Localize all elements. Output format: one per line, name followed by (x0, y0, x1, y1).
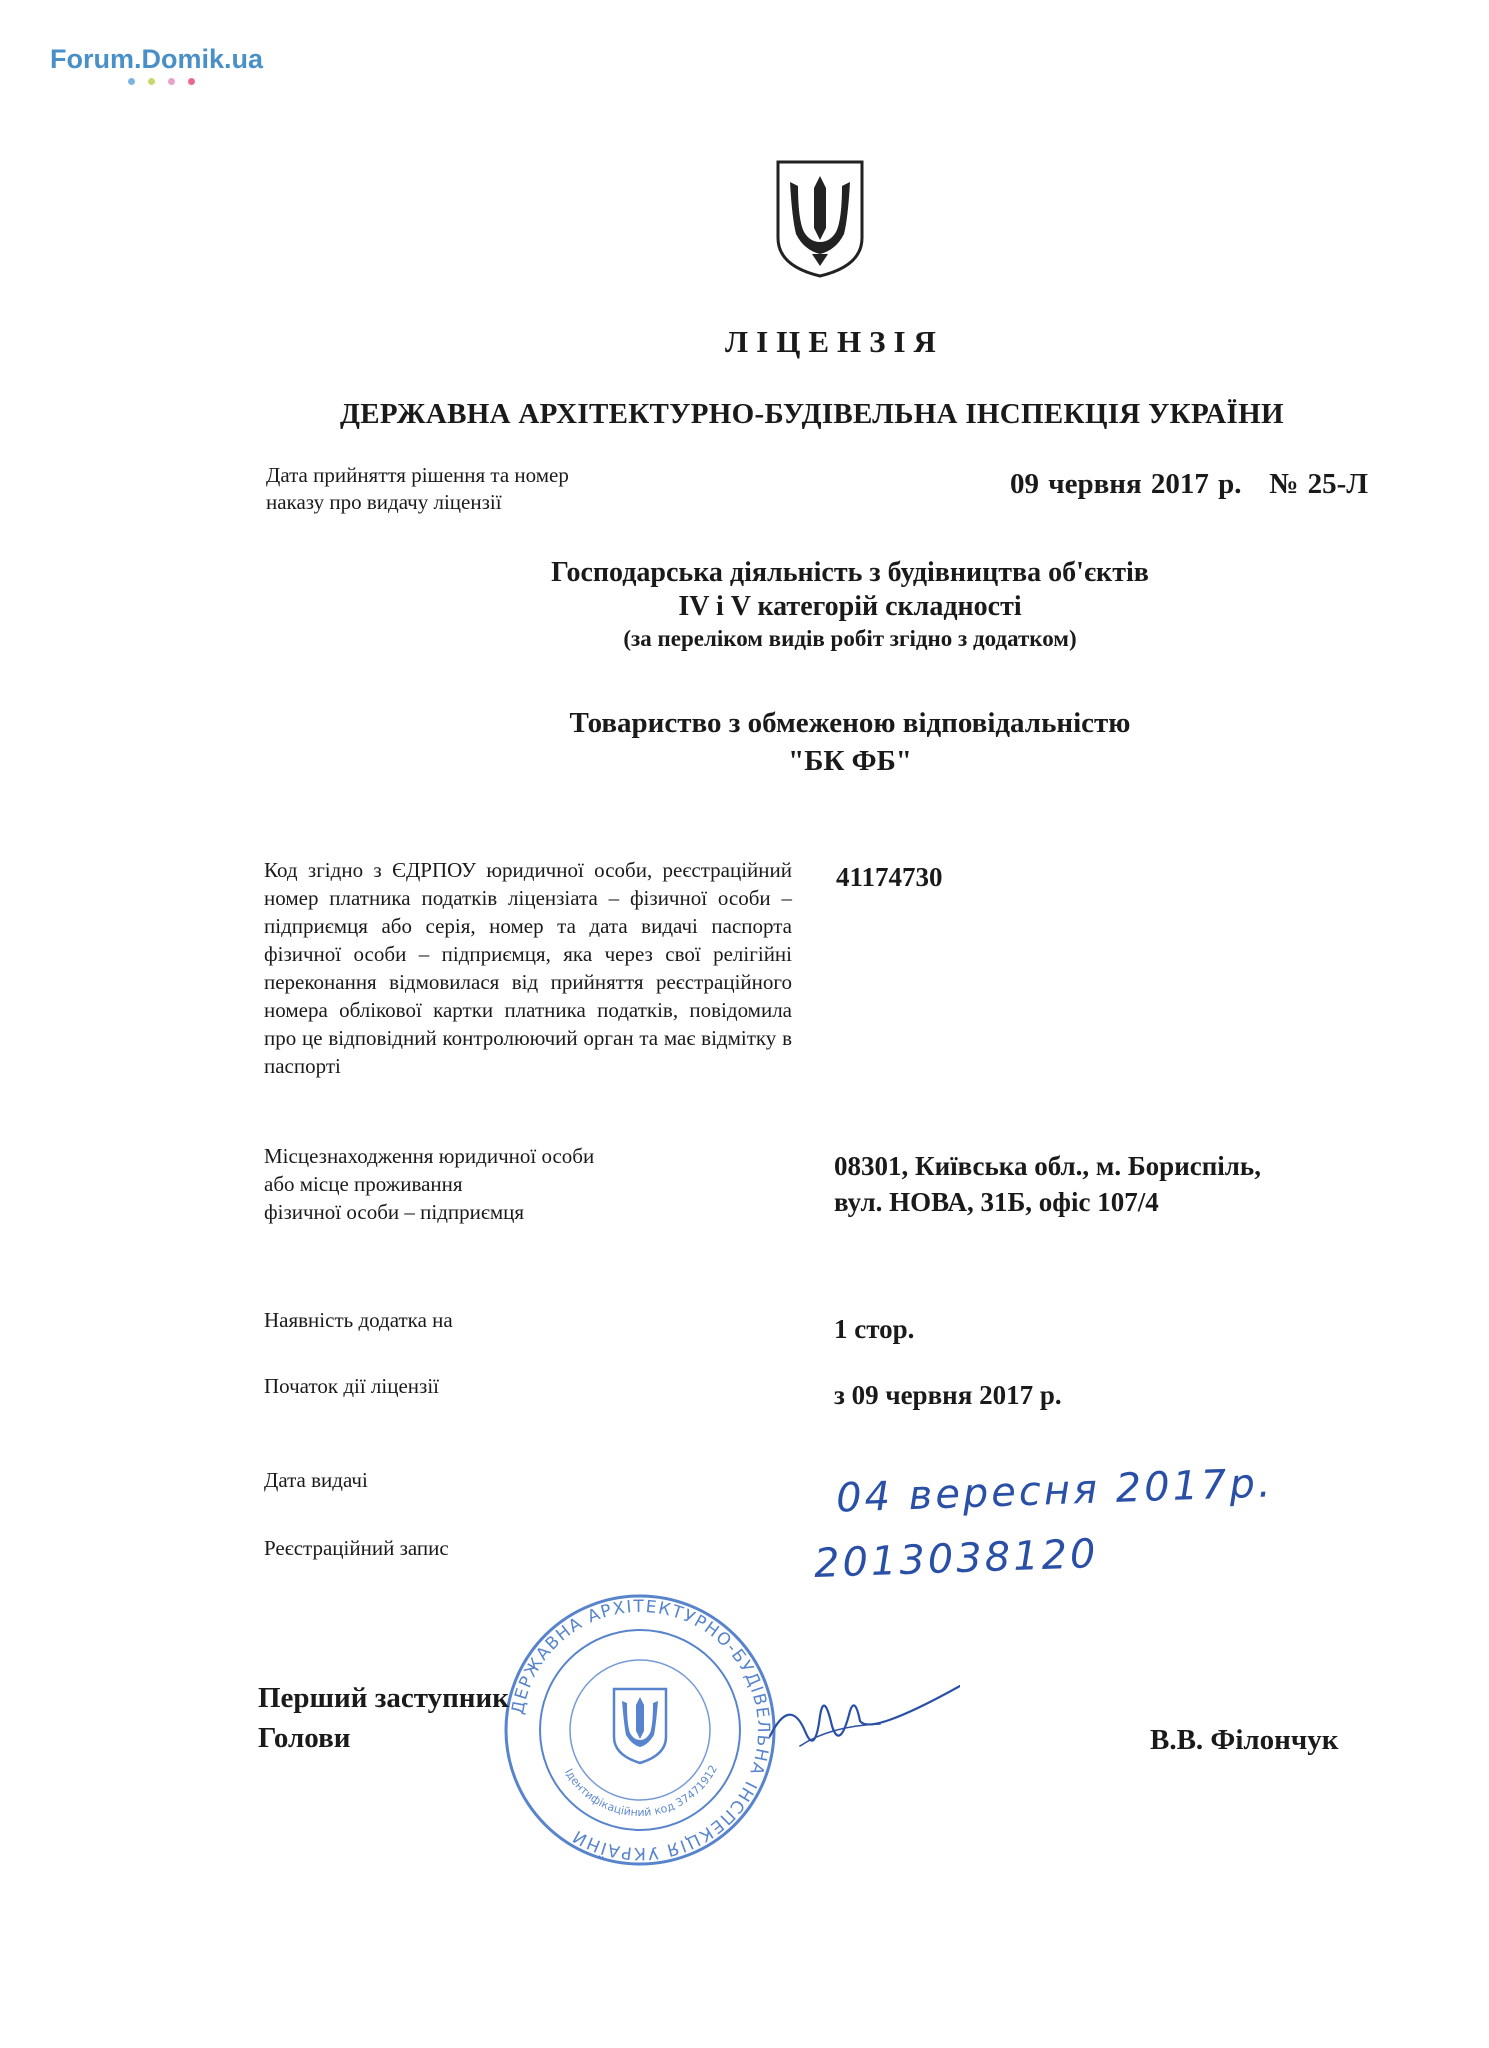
location-value (834, 1148, 1261, 1220)
activity-description (380, 556, 1320, 654)
activity-line: IV і V категорій складності (678, 591, 1022, 622)
company-line: "БК ФБ" (788, 745, 912, 777)
handwritten-signature (760, 1676, 960, 1766)
issue-date-label: Дата видачі (264, 1468, 368, 1492)
order-value: 09 червня 2017 р. № 25-Л (1010, 468, 1368, 500)
location-label (264, 1142, 594, 1226)
company-line: Товариство з обмеженою відповідальністю (569, 707, 1131, 739)
edrpou-label: Код згідно з ЄДРПОУ юридичної особи, реєстраційний номер платника податків ліцензіата – фізичної особи – підприємця або серія, номер та дата видачі паспорта фізичної особи – підприємця, яка через свої релігійні переконання відмовилася від прийняття реєстраційного номера облікової картки платника податків, повідомила про це відповідний контролюючий орган та має відмітку в паспорті (264, 858, 792, 1078)
activity-note: (за переліком видів робіт згідно з додатком) (623, 626, 1077, 651)
appendix-value: 1 стор. (834, 1314, 915, 1344)
issue-date-handwritten: 04 вересня 2017р. (835, 1460, 1275, 1522)
signer-position-line: Перший заступник (258, 1682, 509, 1714)
signer-name: В.В. Філончук (1150, 1724, 1339, 1756)
watermark-dots (128, 78, 208, 88)
signer-position (258, 1678, 509, 1758)
order-label (266, 462, 569, 516)
order-label-line: наказу про видачу ліцензії (266, 490, 502, 514)
activity-line: Господарська діяльність з будівництва об'єктів (551, 557, 1149, 588)
document-title: ЛІЦЕНЗІЯ (725, 324, 944, 359)
start-value: з 09 червня 2017 р. (834, 1380, 1062, 1410)
start-label: Початок дії ліцензії (264, 1374, 439, 1398)
location-value-line: вул. НОВА, 31Б, офіс 107/4 (834, 1187, 1159, 1217)
company-name (380, 704, 1320, 780)
stamp-inner-text: Ідентифікаційний код 37471912 (561, 1763, 720, 1820)
appendix-label: Наявність додатка на (264, 1308, 453, 1332)
location-label-line: або місце проживання (264, 1172, 463, 1196)
record-label: Реєстраційний запис (264, 1536, 449, 1560)
location-label-line: фізичної особи – підприємця (264, 1200, 525, 1224)
stamp-outer-text: ДЕРЖАВНА АРХІТЕКТУРНО-БУДІВЕЛЬНА ІНСПЕКЦІЯ УКРАЇНИ (507, 1596, 774, 1864)
official-stamp (500, 1590, 780, 1870)
order-label-line: Дата прийняття рішення та номер (266, 463, 569, 487)
watermark-dot (128, 78, 135, 85)
site-watermark: Forum.Domik.ua (50, 44, 264, 74)
signer-position-line: Голови (258, 1722, 351, 1754)
watermark-dot (188, 78, 195, 85)
record-handwritten: 2013038120 (813, 1531, 1100, 1587)
watermark-dot (168, 78, 175, 85)
watermark-dot (148, 78, 155, 85)
issuing-authority: ДЕРЖАВНА АРХІТЕКТУРНО-БУДІВЕЛЬНА ІНСПЕКЦІЯ УКРАЇНИ (340, 398, 1284, 430)
trident-icon (774, 158, 866, 280)
stamp-trident-icon (614, 1689, 666, 1763)
edrpou-value: 41174730 (836, 862, 943, 892)
location-value-line: 08301, Київська обл., м. Бориспіль, (834, 1151, 1261, 1181)
location-label-line: Місцезнаходження юридичної особи (264, 1144, 595, 1168)
